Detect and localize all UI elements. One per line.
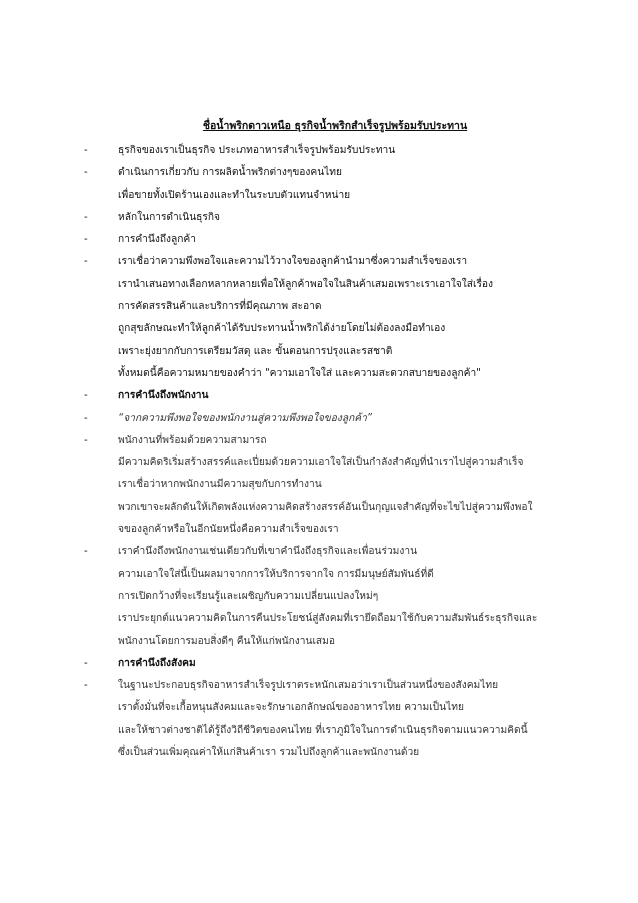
continuation-line — [84, 742, 576, 764]
bullet-marker: - — [84, 390, 88, 402]
bullet-item — [84, 162, 576, 184]
bullet-marker: - — [84, 680, 88, 692]
line-text: เพื่อขายทั้งเปิดร้านเองและทำในระบบตัวแทนจำหน่าย — [118, 189, 351, 201]
continuation-line — [84, 564, 576, 586]
continuation-line — [84, 519, 576, 541]
line-text: การคัดสรรสินค้าและบริการที่มีคุณภาพ สะอาด — [118, 301, 322, 313]
line-text: เราตั้งมั่นที่จะเกื้อหนุนสังคมและจะรักษาเอกลักษณ์ของอาหารไทย ความเป็นไทย — [118, 702, 464, 714]
line-text: มีความคิดริเริ่มสร้างสรรค์และเปี่ยมด้วยความเอาใจใส่เป็นกำลังสำคัญที่นำเราไปสู่ความสำเร็จ — [118, 457, 524, 469]
bullet-marker: - — [84, 167, 88, 179]
continuation-line — [84, 296, 576, 318]
continuation-line — [84, 341, 576, 363]
bullet-item — [84, 385, 576, 407]
line-text: เราประยุกต์แนวความคิดในการคืนประโยชน์สู่สังคมที่เรายึดถือมาใช้กับความสัมพันธ์ระธุรกิจและ — [118, 613, 538, 625]
bullet-marker: - — [84, 234, 88, 246]
continuation-line — [84, 274, 576, 296]
line-text: และให้ชาวต่างชาติได้รู้ถึงวิถีชีวิตของคนไทย ที่เราภูมิใจในการดำเนินธุรกิจตามแนวความคิดนี้ — [118, 724, 528, 736]
bullet-item — [84, 229, 576, 251]
bullet-item — [84, 675, 576, 697]
bullet-marker: - — [84, 145, 88, 156]
bullet-item — [84, 251, 576, 273]
bullet-item — [84, 207, 576, 229]
bullet-marker: - — [84, 412, 88, 424]
line-text: ถูกสุขลักษณะทำให้ลูกค้าได้รับประทานน้ำพริกได้ง่ายโดยไม่ต้องลงมือทำเอง — [118, 323, 446, 335]
line-text: เราเชื่อว่าความพึงพอใจและความไว้วางใจของลูกค้านำมาซึ่งความสำเร็จของเรา — [118, 256, 468, 268]
line-text: เราคำนึงถึงพนักงานเช่นเดียวกับที่เขาคำนึงถึงธุรกิจและเพื่อนร่วมงาน — [118, 546, 418, 558]
line-text: ในฐานะประกอบธุรกิจอาหารสำเร็จรูปเราตระหนักเสมอว่าเราเป็นส่วนหนึ่งของสังคมไทย — [118, 680, 499, 692]
line-text: ความเอาใจใส่นี้เป็นผลมาจากการให้บริการจากใจ การมีมนุษย์สัมพันธ์ที่ดี — [118, 568, 434, 580]
continuation-line — [84, 586, 576, 608]
line-text: หลักในการดำเนินธุรกิจ — [118, 211, 220, 223]
line-text: พนักงานที่พร้อมด้วยความสามารถ — [118, 434, 267, 446]
bullet-item — [84, 653, 576, 675]
line-text: การคำนึงถึงสังคม — [118, 657, 196, 669]
line-text: การคำนึงถึงพนักงาน — [118, 390, 209, 402]
line-text: ซึ่งเป็นส่วนเพิ่มคุณค่าให้แก่สินค้าเรา รวมไปถึงลูกค้าและพนักงานด้วย — [118, 747, 420, 759]
line-text: เพราะยุ่งยากกับการเตรียมวัสดุ และ ขั้นตอนการปรุงและรสชาติ — [118, 345, 393, 357]
continuation-line — [84, 720, 576, 742]
bullet-marker: - — [84, 211, 88, 223]
line-text: ดำเนินการเกี่ยวกับ การผลิตน้ำพริกต่างๆของคนไทย — [118, 167, 342, 179]
bullet-marker: - — [84, 657, 88, 669]
continuation-line — [84, 631, 576, 653]
continuation-line — [84, 452, 576, 474]
line-text: จของลูกค้าหรือในอีกนัยหนึ่งคือความสำเร็จของเรา — [118, 524, 339, 536]
line-text: การเปิดกว้างที่จะเรียนรู้และเผชิญกับความเปลี่ยนแปลงใหม่ๆ — [118, 590, 379, 602]
document-body — [84, 140, 576, 764]
line-text: เรานำเสนอทางเลือกหลากหลายเพื่อให้ลูกค้าพอใจในสินค้าเสมอเพราะเราเอาใจใส่เรื่อง — [118, 278, 494, 290]
bullet-item — [84, 140, 576, 162]
bullet-item — [84, 408, 576, 430]
bullet-marker: - — [84, 256, 88, 268]
line-text: ธุรกิจของเราเป็นธุรกิจ ประเภทอาหารสำเร็จรูปพร้อมรับประทาน — [118, 145, 396, 156]
document-title: ชื่อน้ำพริกดาวเหนือ ธุรกิจน้ำพริกสำเร็จรูปพร้อมรับประทาน — [202, 120, 468, 132]
continuation-line — [84, 608, 576, 630]
line-text: พวกเขาจะผลักดันให้เกิดพลังแห่งความคิดสร้างสรรค์อันเป็นกุญแจสำคัญที่จะไขไปสู่ความพึงพอใ — [118, 501, 533, 513]
continuation-line — [84, 497, 576, 519]
continuation-line — [84, 318, 576, 340]
line-text: การคำนึงถึงลูกค้า — [118, 234, 196, 246]
bullet-item — [84, 541, 576, 563]
line-text: เราเชื่อว่าหากพนักงานมีความสุขกับการทำงาน — [118, 479, 322, 491]
line-text: “จากความพึงพอใจของพนักงานสู่ความพึงพอใจของลูกค้า” — [118, 412, 373, 424]
continuation-line — [84, 363, 576, 385]
line-text: พนักงานโดยการมอบสิ่งดีๆ คืนให้แก่พนักงานเสมอ — [118, 635, 335, 647]
bullet-item — [84, 430, 576, 452]
continuation-line — [84, 185, 576, 207]
line-text: ทั้งหมดนี้คือความหมายของคำว่า "ความเอาใจใส่ และความสะดวกสบายของลูกค้า" — [118, 367, 481, 379]
bullet-marker: - — [84, 434, 88, 446]
continuation-line — [84, 697, 576, 719]
bullet-marker: - — [84, 546, 88, 558]
continuation-line — [84, 474, 576, 496]
